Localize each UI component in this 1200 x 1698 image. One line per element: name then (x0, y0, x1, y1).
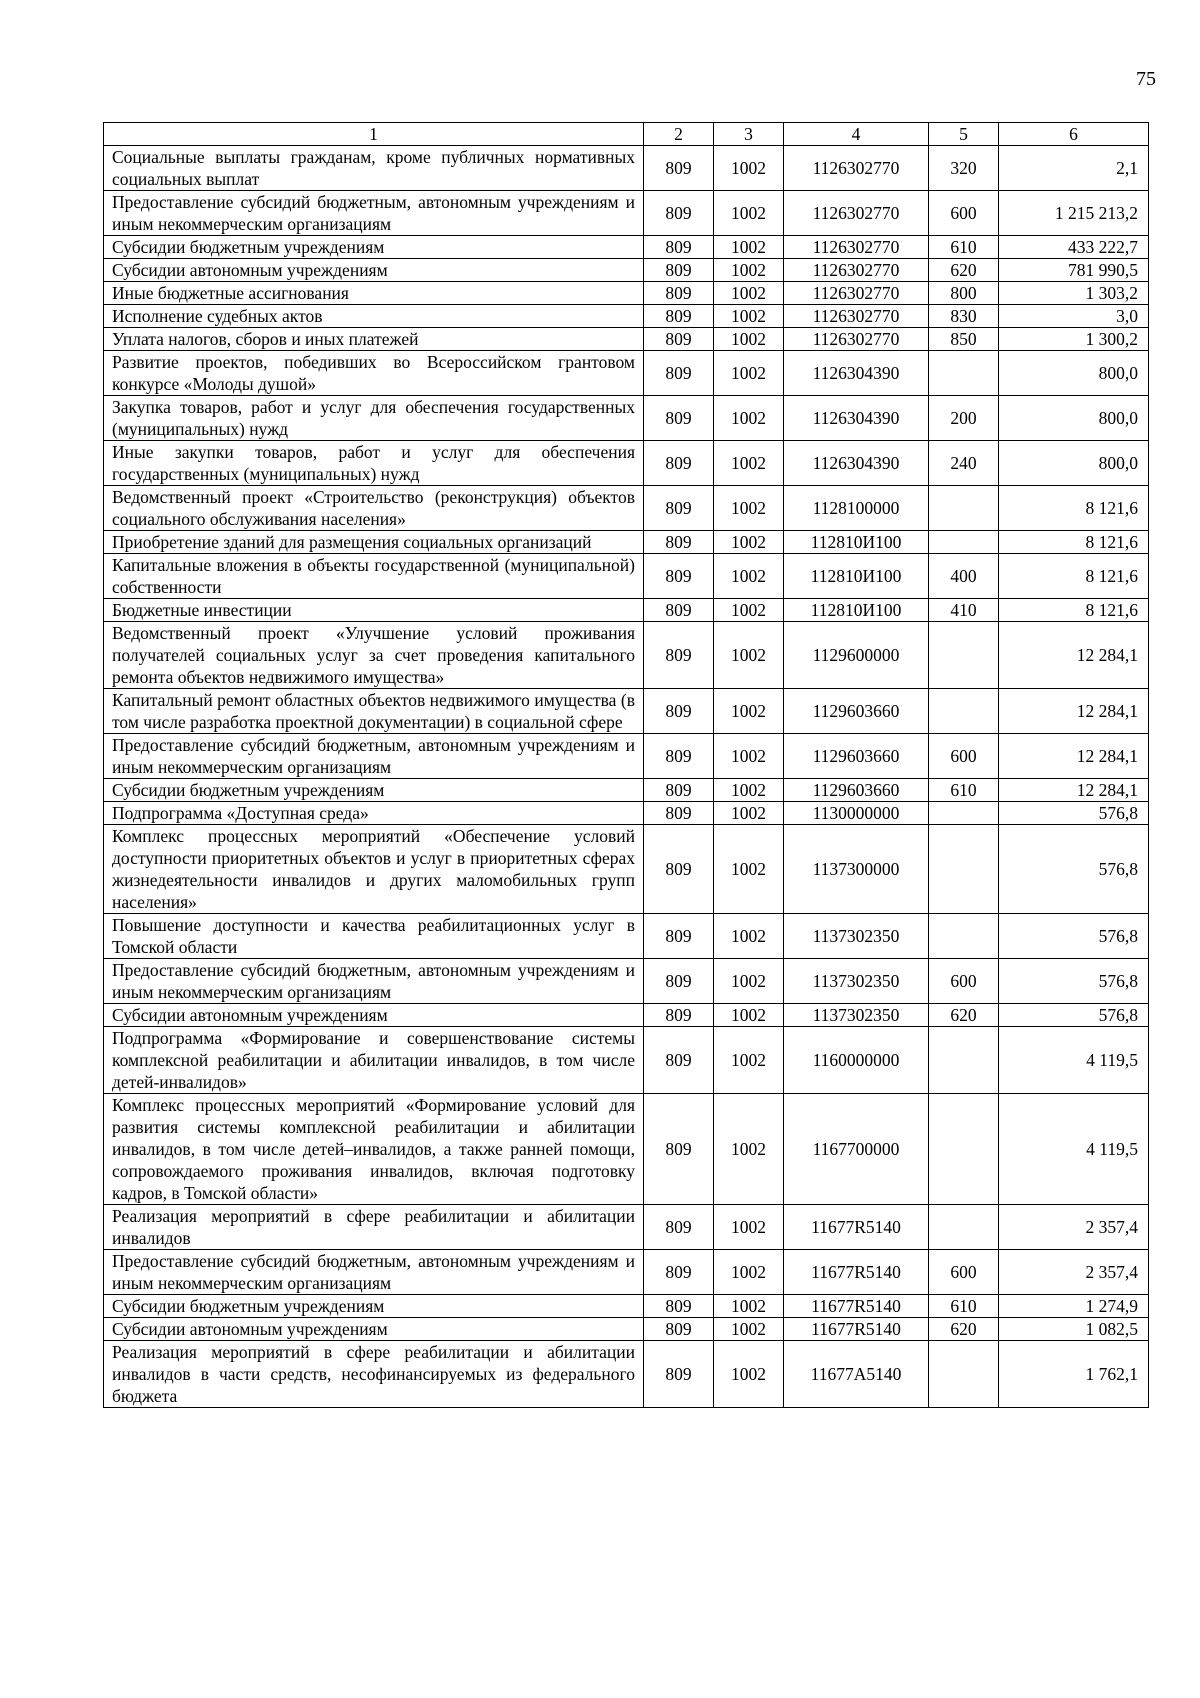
section-code-cell: 1002 (714, 1004, 784, 1027)
section-code-cell: 1002 (714, 779, 784, 802)
header-row (104, 123, 1149, 146)
table-row (104, 599, 1149, 622)
amount-cell: 4 119,5 (999, 1094, 1149, 1205)
table-row (104, 802, 1149, 825)
department-code-cell: 809 (644, 531, 714, 554)
table-row (104, 259, 1149, 282)
target-item-code-cell: 11677R5140 (784, 1205, 929, 1250)
amount-cell: 800,0 (999, 351, 1149, 396)
item-name-cell: Ведомственный проект «Строительство (реконструкция) объектов социального обслуживания населения» (104, 486, 644, 531)
department-code-cell: 809 (644, 259, 714, 282)
table-row (104, 305, 1149, 328)
department-code-cell: 809 (644, 305, 714, 328)
table-row (104, 554, 1149, 599)
section-code-cell: 1002 (714, 236, 784, 259)
header-cell: 4 (784, 123, 929, 146)
section-code-cell: 1002 (714, 554, 784, 599)
item-name-cell: Иные закупки товаров, работ и услуг для обеспечения государственных (муниципальных) нужд (104, 441, 644, 486)
target-item-code-cell: 1126302770 (784, 328, 929, 351)
expense-type-code-cell: 850 (929, 328, 999, 351)
item-name-cell: Бюджетные инвестиции (104, 599, 644, 622)
item-name-cell: Комплекс процессных мероприятий «Обеспечение условий доступности приоритетных объектов и услуг в приоритетных сферах жизнедеятельности инвалидов и других маломобильных групп населения» (104, 825, 644, 914)
expense-type-code-cell (929, 531, 999, 554)
expense-type-code-cell: 620 (929, 1004, 999, 1027)
section-code-cell: 1002 (714, 825, 784, 914)
item-name-cell: Предоставление субсидий бюджетным, автономным учреждениям и иным некоммерческим организациям (104, 191, 644, 236)
target-item-code-cell: 1129603660 (784, 689, 929, 734)
department-code-cell: 809 (644, 441, 714, 486)
amount-cell: 12 284,1 (999, 779, 1149, 802)
item-name-cell: Развитие проектов, победивших во Всероссийском грантовом конкурсе «Молоды душой» (104, 351, 644, 396)
section-code-cell: 1002 (714, 1318, 784, 1341)
department-code-cell: 809 (644, 779, 714, 802)
section-code-cell: 1002 (714, 599, 784, 622)
expense-type-code-cell (929, 1027, 999, 1094)
item-name-cell: Реализация мероприятий в сфере реабилитации и абилитации инвалидов (104, 1205, 644, 1250)
department-code-cell: 809 (644, 1004, 714, 1027)
target-item-code-cell: 112810И100 (784, 554, 929, 599)
target-item-code-cell: 1126302770 (784, 191, 929, 236)
item-name-cell: Субсидии бюджетным учреждениям (104, 236, 644, 259)
table-row (104, 914, 1149, 959)
department-code-cell: 809 (644, 486, 714, 531)
department-code-cell: 809 (644, 914, 714, 959)
target-item-code-cell: 1126302770 (784, 282, 929, 305)
section-code-cell: 1002 (714, 1205, 784, 1250)
item-name-cell: Ведомственный проект «Улучшение условий проживания получателей социальных услуг за счет проведения капитального ремонта объектов недвижимого имущества» (104, 622, 644, 689)
section-code-cell: 1002 (714, 259, 784, 282)
target-item-code-cell: 11677A5140 (784, 1341, 929, 1408)
department-code-cell: 809 (644, 1295, 714, 1318)
amount-cell: 2 357,4 (999, 1205, 1149, 1250)
section-code-cell: 1002 (714, 282, 784, 305)
expense-type-code-cell: 600 (929, 734, 999, 779)
expense-type-code-cell (929, 825, 999, 914)
item-name-cell: Приобретение зданий для размещения социальных организаций (104, 531, 644, 554)
item-name-cell: Капитальный ремонт областных объектов недвижимого имущества (в том числе разработка проектной документации) в социальной сфере (104, 689, 644, 734)
expense-type-code-cell: 410 (929, 599, 999, 622)
target-item-code-cell: 1126302770 (784, 259, 929, 282)
section-code-cell: 1002 (714, 441, 784, 486)
amount-cell: 781 990,5 (999, 259, 1149, 282)
amount-cell: 433 222,7 (999, 236, 1149, 259)
department-code-cell: 809 (644, 689, 714, 734)
expense-type-code-cell (929, 622, 999, 689)
header-cell: 6 (999, 123, 1149, 146)
amount-cell: 3,0 (999, 305, 1149, 328)
expense-type-code-cell (929, 1094, 999, 1205)
section-code-cell: 1002 (714, 622, 784, 689)
item-name-cell: Реализация мероприятий в сфере реабилитации и абилитации инвалидов в части средств, несофинансируемых из федерального бюджета (104, 1341, 644, 1408)
department-code-cell: 809 (644, 1205, 714, 1250)
section-code-cell: 1002 (714, 305, 784, 328)
section-code-cell: 1002 (714, 146, 784, 191)
department-code-cell: 809 (644, 396, 714, 441)
table-row (104, 441, 1149, 486)
section-code-cell: 1002 (714, 486, 784, 531)
target-item-code-cell: 11677R5140 (784, 1318, 929, 1341)
department-code-cell: 809 (644, 146, 714, 191)
department-code-cell: 809 (644, 802, 714, 825)
target-item-code-cell: 1137302350 (784, 959, 929, 1004)
expense-type-code-cell (929, 689, 999, 734)
header-cell: 3 (714, 123, 784, 146)
page-number: 75 (1136, 68, 1156, 90)
expense-type-code-cell: 830 (929, 305, 999, 328)
section-code-cell: 1002 (714, 1295, 784, 1318)
department-code-cell: 809 (644, 236, 714, 259)
expense-type-code-cell (929, 802, 999, 825)
expense-type-code-cell (929, 351, 999, 396)
item-name-cell: Иные бюджетные ассигнования (104, 282, 644, 305)
item-name-cell: Уплата налогов, сборов и иных платежей (104, 328, 644, 351)
expense-type-code-cell (929, 486, 999, 531)
target-item-code-cell: 1137302350 (784, 1004, 929, 1027)
header-cell: 2 (644, 123, 714, 146)
section-code-cell: 1002 (714, 328, 784, 351)
budget-table (103, 122, 1149, 1408)
table-row (104, 734, 1149, 779)
expense-type-code-cell: 200 (929, 396, 999, 441)
table-row (104, 396, 1149, 441)
amount-cell: 12 284,1 (999, 622, 1149, 689)
table-row (104, 1027, 1149, 1094)
item-name-cell: Субсидии автономным учреждениям (104, 1318, 644, 1341)
amount-cell: 576,8 (999, 959, 1149, 1004)
department-code-cell: 809 (644, 959, 714, 1004)
expense-type-code-cell: 320 (929, 146, 999, 191)
amount-cell: 12 284,1 (999, 689, 1149, 734)
expense-type-code-cell: 620 (929, 259, 999, 282)
section-code-cell: 1002 (714, 531, 784, 554)
department-code-cell: 809 (644, 328, 714, 351)
target-item-code-cell: 1129600000 (784, 622, 929, 689)
department-code-cell: 809 (644, 622, 714, 689)
table-row (104, 1318, 1149, 1341)
department-code-cell: 809 (644, 734, 714, 779)
expense-type-code-cell: 600 (929, 1250, 999, 1295)
department-code-cell: 809 (644, 1318, 714, 1341)
table-row (104, 1250, 1149, 1295)
expense-type-code-cell: 240 (929, 441, 999, 486)
section-code-cell: 1002 (714, 191, 784, 236)
amount-cell: 2 357,4 (999, 1250, 1149, 1295)
section-code-cell: 1002 (714, 351, 784, 396)
target-item-code-cell: 11677R5140 (784, 1250, 929, 1295)
item-name-cell: Субсидии автономным учреждениям (104, 259, 644, 282)
section-code-cell: 1002 (714, 802, 784, 825)
amount-cell: 8 121,6 (999, 554, 1149, 599)
item-name-cell: Субсидии автономным учреждениям (104, 1004, 644, 1027)
section-code-cell: 1002 (714, 396, 784, 441)
item-name-cell: Исполнение судебных актов (104, 305, 644, 328)
department-code-cell: 809 (644, 1341, 714, 1408)
header-cell: 1 (104, 123, 644, 146)
expense-type-code-cell: 600 (929, 959, 999, 1004)
table-row (104, 1004, 1149, 1027)
target-item-code-cell: 11677R5140 (784, 1295, 929, 1318)
table-row (104, 1341, 1149, 1408)
item-name-cell: Социальные выплаты гражданам, кроме публичных нормативных социальных выплат (104, 146, 644, 191)
target-item-code-cell: 1129603660 (784, 779, 929, 802)
target-item-code-cell: 1160000000 (784, 1027, 929, 1094)
section-code-cell: 1002 (714, 734, 784, 779)
amount-cell: 8 121,6 (999, 486, 1149, 531)
section-code-cell: 1002 (714, 1094, 784, 1205)
target-item-code-cell: 1126302770 (784, 236, 929, 259)
item-name-cell: Предоставление субсидий бюджетным, автономным учреждениям и иным некоммерческим организациям (104, 1250, 644, 1295)
expense-type-code-cell (929, 1341, 999, 1408)
target-item-code-cell: 1129603660 (784, 734, 929, 779)
section-code-cell: 1002 (714, 1027, 784, 1094)
department-code-cell: 809 (644, 351, 714, 396)
table-row (104, 689, 1149, 734)
expense-type-code-cell: 610 (929, 779, 999, 802)
target-item-code-cell: 1126304390 (784, 441, 929, 486)
expense-type-code-cell (929, 1205, 999, 1250)
target-item-code-cell: 1126302770 (784, 305, 929, 328)
item-name-cell: Предоставление субсидий бюджетным, автономным учреждениям и иным некоммерческим организациям (104, 959, 644, 1004)
table-row (104, 959, 1149, 1004)
table-row (104, 1094, 1149, 1205)
department-code-cell: 809 (644, 1027, 714, 1094)
expense-type-code-cell (929, 914, 999, 959)
table-row (104, 236, 1149, 259)
table-row (104, 486, 1149, 531)
item-name-cell: Комплекс процессных мероприятий «Формирование условий для развития системы комплексной реабилитации и абилитации инвалидов, в том числе детей–инвалидов, а также ранней помощи, сопровождаемого проживания инвалидов, включая подготовку кадров, в Томской области» (104, 1094, 644, 1205)
amount-cell: 800,0 (999, 441, 1149, 486)
amount-cell: 8 121,6 (999, 531, 1149, 554)
table-row (104, 282, 1149, 305)
target-item-code-cell: 112810И100 (784, 531, 929, 554)
section-code-cell: 1002 (714, 914, 784, 959)
target-item-code-cell: 1126304390 (784, 351, 929, 396)
item-name-cell: Субсидии бюджетным учреждениям (104, 1295, 644, 1318)
item-name-cell: Капитальные вложения в объекты государственной (муниципальной) собственности (104, 554, 644, 599)
table-row (104, 146, 1149, 191)
amount-cell: 800,0 (999, 396, 1149, 441)
amount-cell: 1 215 213,2 (999, 191, 1149, 236)
department-code-cell: 809 (644, 282, 714, 305)
expense-type-code-cell: 620 (929, 1318, 999, 1341)
section-code-cell: 1002 (714, 689, 784, 734)
target-item-code-cell: 112810И100 (784, 599, 929, 622)
item-name-cell: Предоставление субсидий бюджетным, автономным учреждениям и иным некоммерческим организациям (104, 734, 644, 779)
expense-type-code-cell: 610 (929, 236, 999, 259)
item-name-cell: Субсидии бюджетным учреждениям (104, 779, 644, 802)
amount-cell: 1 274,9 (999, 1295, 1149, 1318)
table-row (104, 779, 1149, 802)
amount-cell: 2,1 (999, 146, 1149, 191)
amount-cell: 1 762,1 (999, 1341, 1149, 1408)
table-row (104, 1205, 1149, 1250)
amount-cell: 1 303,2 (999, 282, 1149, 305)
amount-cell: 12 284,1 (999, 734, 1149, 779)
header-cell: 5 (929, 123, 999, 146)
department-code-cell: 809 (644, 825, 714, 914)
target-item-code-cell: 1137302350 (784, 914, 929, 959)
target-item-code-cell: 1128100000 (784, 486, 929, 531)
expense-type-code-cell: 400 (929, 554, 999, 599)
table-row (104, 351, 1149, 396)
table-row (104, 191, 1149, 236)
section-code-cell: 1002 (714, 959, 784, 1004)
target-item-code-cell: 1167700000 (784, 1094, 929, 1205)
expense-type-code-cell: 600 (929, 191, 999, 236)
amount-cell: 8 121,6 (999, 599, 1149, 622)
target-item-code-cell: 1126304390 (784, 396, 929, 441)
amount-cell: 1 300,2 (999, 328, 1149, 351)
table-row (104, 825, 1149, 914)
department-code-cell: 809 (644, 191, 714, 236)
target-item-code-cell: 1130000000 (784, 802, 929, 825)
table-row (104, 531, 1149, 554)
item-name-cell: Подпрограмма «Формирование и совершенствование системы комплексной реабилитации и абилитации инвалидов, в том числе детей-инвалидов» (104, 1027, 644, 1094)
item-name-cell: Повышение доступности и качества реабилитационных услуг в Томской области (104, 914, 644, 959)
department-code-cell: 809 (644, 599, 714, 622)
amount-cell: 576,8 (999, 1004, 1149, 1027)
table-row (104, 622, 1149, 689)
expense-type-code-cell: 610 (929, 1295, 999, 1318)
department-code-cell: 809 (644, 1094, 714, 1205)
section-code-cell: 1002 (714, 1250, 784, 1295)
amount-cell: 1 082,5 (999, 1318, 1149, 1341)
target-item-code-cell: 1126302770 (784, 146, 929, 191)
department-code-cell: 809 (644, 1250, 714, 1295)
amount-cell: 576,8 (999, 802, 1149, 825)
table-row (104, 328, 1149, 351)
amount-cell: 576,8 (999, 825, 1149, 914)
amount-cell: 576,8 (999, 914, 1149, 959)
amount-cell: 4 119,5 (999, 1027, 1149, 1094)
table-row (104, 1295, 1149, 1318)
item-name-cell: Закупка товаров, работ и услуг для обеспечения государственных (муниципальных) нужд (104, 396, 644, 441)
target-item-code-cell: 1137300000 (784, 825, 929, 914)
expense-type-code-cell: 800 (929, 282, 999, 305)
item-name-cell: Подпрограмма «Доступная среда» (104, 802, 644, 825)
department-code-cell: 809 (644, 554, 714, 599)
section-code-cell: 1002 (714, 1341, 784, 1408)
